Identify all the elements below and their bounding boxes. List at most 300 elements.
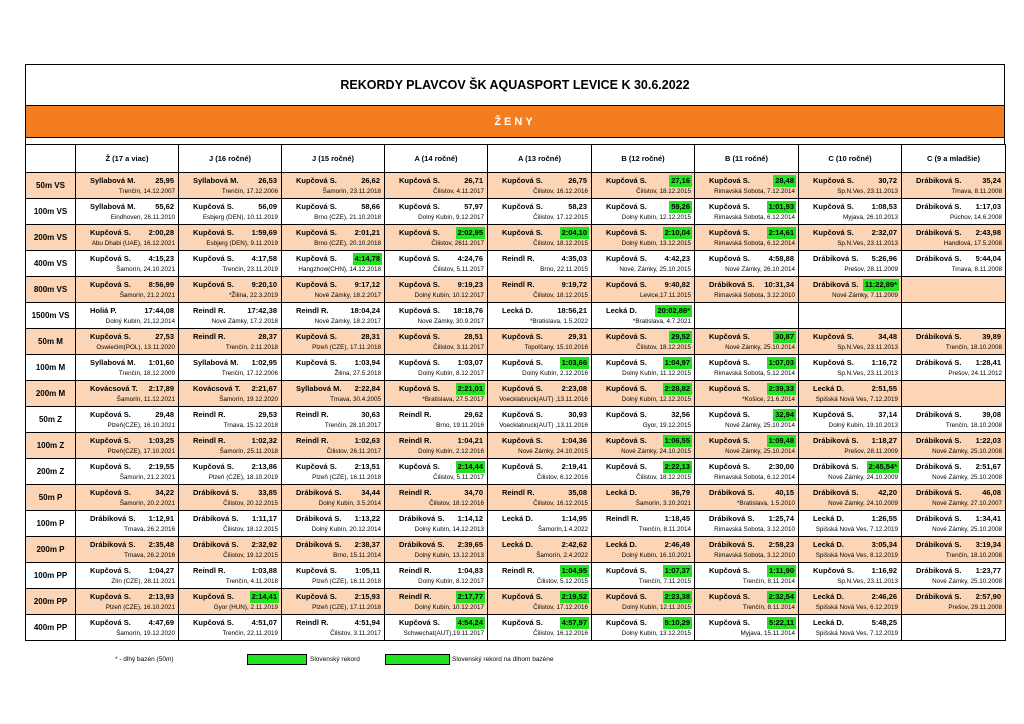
record-time: 27,16: [671, 175, 690, 185]
swimmer-name: Drábiková S.: [916, 487, 962, 497]
swimmer-name: Drábiková S.: [399, 539, 445, 549]
record-time: 4:42,23: [664, 253, 690, 263]
record-place-date: Sp.N.Ves, 23.11.2013: [837, 577, 898, 585]
record-time: 2:46,49: [664, 539, 690, 549]
record-place-date: Dolný Kubín, 13.12.2015: [621, 629, 691, 637]
swimmer-name: Reindl R.: [193, 331, 226, 341]
record-place-date: Sp.N.Ves, 23.11.2013: [837, 369, 898, 377]
record-time: 40,15: [775, 487, 794, 497]
record-place-date: Esbjerg (DEN), 9.11.2019: [206, 239, 278, 247]
record-place-date: Gyor (HUN), 2.11.2019: [213, 603, 278, 611]
record-place-date: Myjava, 26.10.2013: [843, 213, 898, 221]
swimmer-name: Holiá P.: [90, 305, 117, 315]
swimmer-name: Lecká D.: [502, 305, 533, 315]
record-cell: [592, 563, 695, 589]
record-place-date: Dolný Kubín, 9.12.2017: [418, 213, 484, 221]
record-time: 34,70: [464, 487, 483, 497]
record-time: 1:01,60: [148, 357, 174, 367]
record-time: 5:48,25: [871, 617, 897, 627]
record-time: 33,85: [258, 487, 277, 497]
record-cell: [179, 355, 282, 381]
record-place-date: Trenčín, 4.11.2018: [225, 577, 278, 585]
record-cell: [282, 199, 385, 225]
swimmer-name: Kupčová S.: [296, 253, 337, 263]
event-label: 50m M: [26, 329, 76, 355]
record-cell: [799, 459, 902, 485]
record-time: 30,87: [775, 331, 794, 341]
swimmer-name: Kupčová S.: [399, 253, 440, 263]
record-place-date: Prešov, 29.11.2008: [948, 603, 1002, 611]
record-time: 2:23,08: [561, 383, 587, 393]
record-time: 1:11,17: [251, 513, 277, 523]
swimmer-name: Kupčová S.: [502, 331, 543, 341]
record-cell: [902, 433, 1006, 459]
record-time: 28,51: [464, 331, 483, 341]
record-cell: [488, 355, 592, 381]
record-time: 2:14,41: [251, 591, 277, 601]
record-time: 2:45,54*: [868, 461, 897, 471]
record-time: 1:59,69: [251, 227, 277, 237]
record-cell: [385, 615, 488, 641]
record-cell: [902, 199, 1006, 225]
swimmer-name: Drábiková S.: [296, 513, 342, 523]
record-cell: [695, 485, 799, 511]
swimmer-name: Kupčová S.: [606, 331, 647, 341]
swimmer-name: Syllabová M.: [296, 383, 342, 393]
record-place-date: Nové Zámky, 30.9.2017: [417, 317, 484, 325]
record-time: 2:19,52: [561, 591, 587, 601]
record-cell: [179, 381, 282, 407]
record-place-date: Dolný Kubín, 13.12.2015: [621, 239, 691, 247]
record-row: [26, 277, 1006, 303]
record-cell: [799, 173, 902, 199]
record-place-date: Plzeň(CZE), 16.10.2021: [107, 421, 175, 429]
record-place-date: Prešov, 28.11.2009: [844, 265, 898, 273]
swimmer-name: Reindl R.: [399, 487, 432, 497]
swimmer-name: Kupčová S.: [502, 383, 543, 393]
swimmer-name: Reindl R.: [296, 435, 329, 445]
record-place-date: Trenčín, 18.10.2008: [945, 551, 1002, 559]
record-cell: [488, 615, 592, 641]
record-cell: [592, 303, 695, 329]
record-cell: [488, 537, 592, 563]
record-time: 25,95: [155, 175, 174, 185]
record-place-date: Šamorín, 11.12.2021: [116, 395, 175, 403]
section-header: ŽENY: [25, 106, 1005, 138]
record-time: 1:25,74: [768, 513, 794, 523]
record-time: 10:31,34: [764, 279, 794, 289]
record-time: 2:39,33: [768, 383, 794, 393]
record-time: 29,62: [464, 409, 483, 419]
record-place-date: Dolný Kubín, 13.12.2013: [414, 551, 484, 559]
record-place-date: Spišská Nová Ves, 7.12.2019: [815, 525, 898, 533]
record-cell: [799, 485, 902, 511]
record-place-date: Trenčín, 18.12.2009: [118, 369, 175, 377]
record-cell: [385, 433, 488, 459]
swimmer-name: Drábiková S.: [709, 539, 755, 549]
column-header: C (9 a mladšie): [902, 145, 1006, 173]
record-time: 1:09,48: [768, 435, 794, 445]
record-place-date: *Bratislava, 1.5.2010: [736, 499, 795, 507]
swimmer-name: Kupčová S.: [399, 201, 440, 211]
swimmer-name: Drábiková S.: [193, 487, 239, 497]
record-place-date: Šamorín, 25.11.2018: [219, 447, 278, 455]
swimmer-name: Kupčová S.: [709, 461, 750, 471]
record-place-date: Trenčín, 17.12.2006: [221, 369, 278, 377]
swimmer-name: Kupčová S.: [90, 487, 131, 497]
record-cell: [282, 485, 385, 511]
column-header: C (10 ročné): [799, 145, 902, 173]
record-time: 34,48: [878, 331, 897, 341]
column-header: B (12 ročné): [592, 145, 695, 173]
record-place-date: Dolný Kubín, 2.12.2016: [522, 369, 588, 377]
record-place-date: Trenčín, 17.12.2006: [221, 187, 278, 195]
record-cell: [695, 251, 799, 277]
record-cell: [488, 199, 592, 225]
swimmer-name: Reindl R.: [399, 565, 432, 575]
record-cell: [902, 355, 1006, 381]
record-time: 2:17,77: [457, 591, 483, 601]
record-time: 34,44: [361, 487, 380, 497]
record-place-date: Nové, Zámky, 25.10.2015: [619, 265, 691, 273]
record-cell: [592, 199, 695, 225]
event-label: 100m PP: [26, 563, 76, 589]
record-place-date: Trenčín, 8.11.2014: [742, 603, 795, 611]
record-place-date: Brno, 19.11.2016: [436, 421, 484, 429]
record-cell: [385, 459, 488, 485]
record-time: 29,52: [671, 331, 690, 341]
record-time: 1:22,03: [975, 435, 1001, 445]
record-cell: [695, 511, 799, 537]
record-place-date: Čilistov, 5.11.2017: [433, 265, 484, 273]
event-label: 800m VS: [26, 277, 76, 303]
record-place-date: Žilina, 27.5.2018: [334, 369, 381, 377]
swimmer-name: Syllabová M.: [90, 201, 136, 211]
legend-long-record: Slovenský rekord na dlhom bazéne: [452, 656, 554, 663]
record-place-date: Dolný Kubín, 20.12.2014: [311, 525, 381, 533]
swimmer-name: Lecká D.: [606, 305, 637, 315]
record-cell: [695, 173, 799, 199]
swimmer-name: Drábiková S.: [813, 461, 859, 471]
record-place-date: Nové Zámky, 26.10.2014: [725, 265, 795, 273]
swimmer-name: Kupčová S.: [399, 227, 440, 237]
record-cell: [799, 433, 902, 459]
record-time: 2:28,82: [664, 383, 690, 393]
column-header: Ž (17 a viac): [76, 145, 179, 173]
record-cell: [179, 173, 282, 199]
record-place-date: Topoľčany, 15.10.2016: [524, 343, 588, 351]
swimmer-name: Kupčová S.: [606, 565, 647, 575]
record-time: 17:44,08: [144, 305, 174, 315]
swimmer-name: Kupčová S.: [399, 279, 440, 289]
record-time: 2:51,55: [871, 383, 897, 393]
record-cell: [695, 615, 799, 641]
record-place-date: Zlín (CZE), 28.11.2021: [111, 577, 175, 585]
swimmer-name: Drábiková S.: [916, 175, 962, 185]
record-cell: [902, 615, 1006, 641]
record-cell: [179, 199, 282, 225]
records-sheet: [25, 64, 1005, 641]
record-place-date: Sp.N.Ves, 23.11.2013: [837, 239, 898, 247]
record-time: 30,93: [568, 409, 587, 419]
record-cell: [385, 355, 488, 381]
record-cell: [592, 225, 695, 251]
record-place-date: Trnava, 30.4.2005: [330, 395, 381, 403]
record-row: [26, 537, 1006, 563]
record-time: 1:03,25: [148, 435, 174, 445]
record-cell: [179, 251, 282, 277]
record-row: [26, 355, 1006, 381]
swimmer-name: Kupčová S.: [193, 461, 234, 471]
swimmer-name: Kupčová S.: [709, 357, 750, 367]
record-cell: [282, 381, 385, 407]
record-time: 2:13,51: [354, 461, 380, 471]
record-cell: [488, 589, 592, 615]
record-cell: [282, 459, 385, 485]
swimmer-name: Kupčová S.: [296, 591, 337, 601]
record-place-date: Spišská Nová Ves, 7.12.2019: [815, 629, 898, 637]
record-time: 1:07,03: [768, 357, 794, 367]
record-cell: [488, 459, 592, 485]
record-cell: [902, 563, 1006, 589]
column-header: J (15 ročné): [282, 145, 385, 173]
record-place-date: Čilistov, 3.11.2017: [330, 629, 381, 637]
record-cell: [76, 485, 179, 511]
records-body: [26, 145, 1006, 641]
record-time: 2:35,48: [148, 539, 174, 549]
record-place-date: Prešov, 24.11.2012: [948, 369, 1002, 377]
record-time: 8:56,99: [148, 279, 174, 289]
swimmer-name: Lecká D.: [813, 591, 844, 601]
legend-long-record-swatch: [385, 654, 450, 665]
record-cell: [799, 303, 902, 329]
record-cell: [592, 329, 695, 355]
swimmer-name: Kupčová S.: [813, 409, 854, 419]
swimmer-name: Kovácsová T.: [193, 383, 241, 393]
record-time: 1:04,97: [664, 357, 690, 367]
record-cell: [799, 329, 902, 355]
record-cell: [76, 537, 179, 563]
record-cell: [592, 511, 695, 537]
record-time: 1:02,95: [251, 357, 277, 367]
record-time: 5:10,29: [664, 617, 690, 627]
record-time: 1:07,37: [664, 565, 690, 575]
swimmer-name: Drábiková S.: [296, 539, 342, 549]
record-time: 2:15,93: [354, 591, 380, 601]
record-cell: [799, 615, 902, 641]
record-place-date: Čilistov, 20.12.2015: [223, 499, 278, 507]
record-place-date: Rimavská Sobota, 6.12.2014: [714, 213, 795, 221]
record-place-date: Brno (CZE), 21.10.2018: [314, 213, 381, 221]
swimmer-name: Lecká D.: [813, 513, 844, 523]
record-cell: [799, 511, 902, 537]
swimmer-name: Kupčová S.: [813, 175, 854, 185]
swimmer-name: Syllabová M.: [90, 357, 136, 367]
record-place-date: Nové Zámky, 25.10.2008: [932, 525, 1002, 533]
record-place-date: *Žilina, 22.3.2019: [228, 291, 278, 299]
record-cell: [592, 173, 695, 199]
record-time: 55,62: [155, 201, 174, 211]
record-row: [26, 563, 1006, 589]
record-place-date: Trnava, 26.2.2016: [124, 525, 175, 533]
record-cell: [799, 537, 902, 563]
record-time: 46,08: [982, 487, 1001, 497]
swimmer-name: Kupčová S.: [709, 175, 750, 185]
record-time: 17:42,38: [247, 305, 277, 315]
record-cell: [902, 485, 1006, 511]
event-label: 100m P: [26, 511, 76, 537]
swimmer-name: Kupčová S.: [606, 253, 647, 263]
swimmer-name: Kupčová S.: [709, 383, 750, 393]
swimmer-name: Kupčová S.: [296, 279, 337, 289]
swimmer-name: Kupčová S.: [90, 279, 131, 289]
swimmer-name: Reindl R.: [399, 409, 432, 419]
record-cell: [385, 511, 488, 537]
swimmer-name: Kupčová S.: [296, 331, 337, 341]
record-place-date: Levice,17.11.2015: [640, 291, 691, 299]
record-place-date: Čilistov, 2611.2017: [431, 239, 484, 247]
record-place-date: Čilistov, 4.11.2017: [433, 187, 484, 195]
swimmer-name: Drábiková S.: [813, 253, 859, 263]
record-time: 9:19,72: [561, 279, 587, 289]
record-place-date: Nové Zámky, 27.10.2007: [932, 499, 1002, 507]
record-time: 2:19,55: [148, 461, 174, 471]
swimmer-name: Kupčová S.: [90, 227, 131, 237]
record-cell: [695, 407, 799, 433]
record-row: [26, 225, 1006, 251]
record-time: 1:02,32: [251, 435, 277, 445]
record-cell: [179, 459, 282, 485]
swimmer-name: Drábiková S.: [709, 279, 755, 289]
record-cell: [488, 173, 592, 199]
record-time: 1:01,93: [768, 201, 794, 211]
record-time: 1:13,22: [354, 513, 380, 523]
record-cell: [695, 459, 799, 485]
record-cell: [76, 355, 179, 381]
record-time: 2:22,84: [354, 383, 380, 393]
record-cell: [385, 251, 488, 277]
record-cell: [695, 303, 799, 329]
record-time: 1:14,95: [561, 513, 587, 523]
swimmer-name: Kupčová S.: [296, 175, 337, 185]
record-place-date: Trnava, 15.12.2018: [223, 421, 278, 429]
record-cell: [385, 563, 488, 589]
record-time: 2:02,95: [457, 227, 483, 237]
record-time: 2:32,92: [251, 539, 277, 549]
swimmer-name: Kupčová S.: [90, 253, 131, 263]
record-cell: [799, 251, 902, 277]
swimmer-name: Kupčová S.: [813, 331, 854, 341]
record-place-date: Dolný Kubín, 3.5.2014: [318, 499, 381, 507]
record-cell: [385, 329, 488, 355]
swimmer-name: Kupčová S.: [606, 357, 647, 367]
record-time: 57,97: [464, 201, 483, 211]
record-cell: [179, 277, 282, 303]
record-row: [26, 381, 1006, 407]
record-time: 2:58,23: [768, 539, 794, 549]
swimmer-name: Kupčová S.: [709, 617, 750, 627]
record-place-date: Plzeň (CZE), 17.11.2018: [312, 603, 381, 611]
record-place-date: Šamorín, 23.11.2018: [322, 187, 381, 195]
record-cell: [902, 225, 1006, 251]
record-cell: [282, 563, 385, 589]
record-place-date: Gyor, 19.12.2015: [642, 421, 691, 429]
record-place-date: Plzeň (CZE), 16.10.2021: [105, 603, 175, 611]
event-label: 50m P: [26, 485, 76, 511]
swimmer-name: Drábiková S.: [916, 253, 962, 263]
swimmer-name: Kupčová S.: [90, 331, 131, 341]
record-time: 2:57,90: [975, 591, 1001, 601]
record-row: [26, 303, 1006, 329]
record-time: 2:14,61: [768, 227, 794, 237]
swimmer-name: Kupčová S.: [90, 409, 131, 419]
record-cell: [76, 199, 179, 225]
swimmer-name: Syllabová M.: [90, 175, 136, 185]
record-time: 2:13,86: [251, 461, 277, 471]
swimmer-name: Drábiková S.: [916, 331, 962, 341]
record-cell: [902, 251, 1006, 277]
swimmer-name: Kupčová S.: [296, 461, 337, 471]
swimmer-name: Kupčová S.: [709, 253, 750, 263]
swimmer-name: Kupčová S.: [606, 435, 647, 445]
record-time: 26,75: [568, 175, 587, 185]
record-time: 42,20: [878, 487, 897, 497]
record-place-date: Čilistov, 17.12.2016: [533, 603, 588, 611]
swimmer-name: Kupčová S.: [399, 305, 440, 315]
record-time: 1:08,53: [871, 201, 897, 211]
record-cell: [902, 589, 1006, 615]
record-place-date: Dolný Kubín, 11.12.2015: [622, 369, 691, 377]
record-cell: [799, 199, 902, 225]
record-place-date: Spišská Nová Ves, 6.12.2019: [815, 603, 898, 611]
record-time: 1:04,27: [148, 565, 174, 575]
swimmer-name: Kupčová S.: [502, 617, 543, 627]
record-time: 2:10,04: [664, 227, 690, 237]
swimmer-name: Kupčová S.: [606, 461, 647, 471]
record-cell: [385, 199, 488, 225]
record-place-date: Trnava, 8.11.2008: [951, 265, 1002, 273]
record-cell: [592, 537, 695, 563]
record-cell: [76, 511, 179, 537]
swimmer-name: Reindl R.: [399, 591, 432, 601]
record-place-date: Dolný Kubín, 16.10.2021: [621, 551, 691, 559]
swimmer-name: Drábiková S.: [916, 409, 962, 419]
swimmer-name: Kupčová S.: [813, 357, 854, 367]
record-place-date: Šamorín, 24.10.2021: [116, 265, 175, 273]
record-place-date: Šamorín, 20.2.2021: [119, 499, 175, 507]
record-row: [26, 329, 1006, 355]
record-cell: [179, 511, 282, 537]
record-time: 1:14,12: [457, 513, 483, 523]
record-place-date: Čilistov, 18.12.2015: [223, 525, 278, 533]
record-cell: [488, 251, 592, 277]
record-time: 18:56,21: [557, 305, 587, 315]
swimmer-name: Reindl R.: [193, 435, 226, 445]
swimmer-name: Lecká D.: [813, 383, 844, 393]
record-time: 26,71: [464, 175, 483, 185]
swimmer-name: Drábiková S.: [813, 487, 859, 497]
swimmer-name: Drábiková S.: [916, 227, 962, 237]
record-place-date: Esbjerg (DEN), 10.11.2019: [202, 213, 278, 221]
record-time: 4:17,58: [251, 253, 277, 263]
record-place-date: *Košice, 21.6.2014: [742, 395, 795, 403]
swimmer-name: Kupčová S.: [606, 201, 647, 211]
record-place-date: Dolný Kubín, 10.12.2017: [414, 603, 484, 611]
record-time: 1:05,11: [354, 565, 380, 575]
record-time: 58,66: [361, 201, 380, 211]
record-row: [26, 615, 1006, 641]
record-cell: [592, 277, 695, 303]
